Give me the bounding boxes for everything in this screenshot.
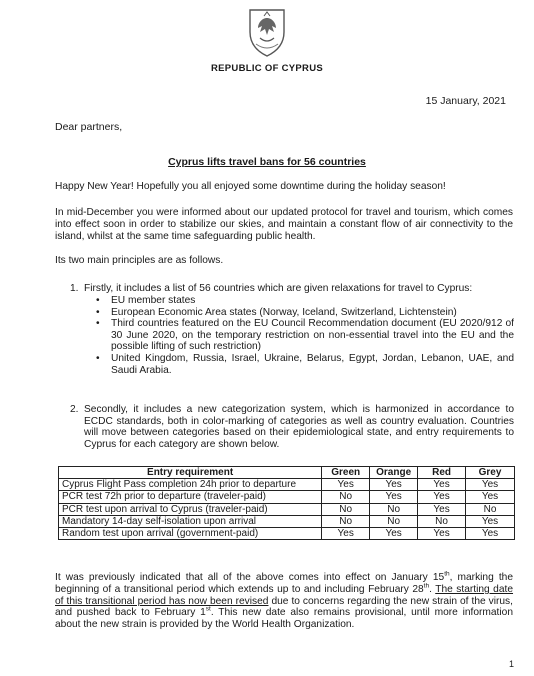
republic-of-cyprus-label: REPUBLIC OF CYPRUS xyxy=(210,63,324,74)
table-row xyxy=(59,491,515,503)
table-cell: Yes xyxy=(466,479,515,491)
paragraph-principles-intro: Its two main principles are as follows. xyxy=(55,255,224,266)
table-cell: Yes xyxy=(370,491,418,503)
bullet-item: • European Economic Area states (Norway, Iceland, Switzerland, Lichtenstein) xyxy=(96,306,457,318)
table-cell: Yes xyxy=(322,479,370,491)
paragraph-transitional-period: It was previously indicated that all of the above comes into effect on January 15th, marking the beginning of a transitional period which extends up to and including February 28th. The starting date of this transitional period has now been revised due to concerns regarding the new strain of the virus, and pushed back to February 1st. This new date also remains provisional, until more information about the new strain is provided by the World Health Organization. xyxy=(55,570,514,631)
bullet-icon: • xyxy=(96,295,100,306)
table-header-cell: Green xyxy=(322,467,370,479)
paragraph-new-year: Happy New Year! Hopefully you all enjoyed some downtime during the holiday season! xyxy=(55,181,446,192)
table-cell: Yes xyxy=(370,528,418,540)
table-cell: Random test upon arrival (government-paid) xyxy=(59,528,322,540)
list-number: 2. xyxy=(70,404,79,415)
table-row xyxy=(59,528,515,540)
table-cell: No xyxy=(322,515,370,527)
bullet-item: • United Kingdom, Russia, Israel, Ukraine, Belarus, Egypt, Jordan, Lebanon, UAE, and Saudi Arabia. xyxy=(96,352,514,376)
table-row xyxy=(59,515,515,527)
entry-requirements-table xyxy=(58,466,515,540)
table-cell: Mandatory 14-day self-isolation upon arrival xyxy=(59,515,322,527)
bullet-icon: • xyxy=(96,306,100,318)
table-row xyxy=(59,503,515,515)
table-header-cell: Red xyxy=(418,467,466,479)
table-cell: PCR test 72h prior to departure (traveler-paid) xyxy=(59,491,322,503)
table-header-cell: Entry requirement xyxy=(59,467,322,479)
bullet-item: • Third countries featured on the EU Council Recommendation document (EU 2020/912 of 30 June 2020, on the temporary restriction on non-essential travel into the EU and the possible lifting of such restriction) xyxy=(96,318,514,353)
table-header-cell: Grey xyxy=(466,467,515,479)
list-text: Firstly, it includes a list of 56 countries which are given relaxations for travel to Cyprus: xyxy=(84,283,473,294)
table-cell: Yes xyxy=(370,479,418,491)
table-cell: Yes xyxy=(418,528,466,540)
table-header-row xyxy=(59,467,515,479)
letter-date: 15 January, 2021 xyxy=(425,95,506,107)
table-cell: Yes xyxy=(418,491,466,503)
cyprus-coat-of-arms-icon xyxy=(246,4,288,58)
table-cell: No xyxy=(322,503,370,515)
revised-date-underlined: The starting date of this transitional period has now been revised xyxy=(55,583,514,607)
table-cell: No xyxy=(418,515,466,527)
country-bullet-list xyxy=(96,295,514,376)
table-cell: No xyxy=(466,503,515,515)
table-cell: No xyxy=(322,491,370,503)
list-item-principle-2 xyxy=(70,404,514,450)
paragraph-protocol: In mid-December you were informed about our updated protocol for travel and tourism, which comes into effect soon in order to stabilize our skies, and maintain a constant flow of air connectivity to the island, whilst at the same time safeguarding public health. xyxy=(55,207,513,243)
bullet-icon: • xyxy=(96,318,100,330)
table-row xyxy=(59,479,515,491)
bullet-icon: • xyxy=(96,352,100,364)
list-text: Secondly, it includes a new categorization system, which is harmonized in accordance to ECDC standards, both in color-marking of categories as well as country evaluation. Countries will move between categories based on their epidemiological state, and entry requirements to Cyprus for each category are shown below. xyxy=(84,404,514,450)
table-cell: Yes xyxy=(466,491,515,503)
table-header-cell: Orange xyxy=(370,467,418,479)
table-cell: Cyprus Flight Pass completion 24h prior to departure xyxy=(59,479,322,491)
table-cell: Yes xyxy=(418,479,466,491)
table-cell: PCR test upon arrival to Cyprus (traveler-paid) xyxy=(59,503,322,515)
bullet-item: • EU member states xyxy=(96,295,196,306)
letter-greeting: Dear partners, xyxy=(55,121,123,133)
table-cell: Yes xyxy=(466,528,515,540)
page-number: 1 xyxy=(508,659,514,669)
table-cell: No xyxy=(370,515,418,527)
letter-title: Cyprus lifts travel bans for 56 countries xyxy=(168,156,366,168)
table-cell: Yes xyxy=(466,515,515,527)
table-cell: Yes xyxy=(418,503,466,515)
table-cell: Yes xyxy=(322,528,370,540)
list-number: 1. xyxy=(70,283,79,294)
list-item-principle-1 xyxy=(70,283,514,295)
table-cell: No xyxy=(370,503,418,515)
